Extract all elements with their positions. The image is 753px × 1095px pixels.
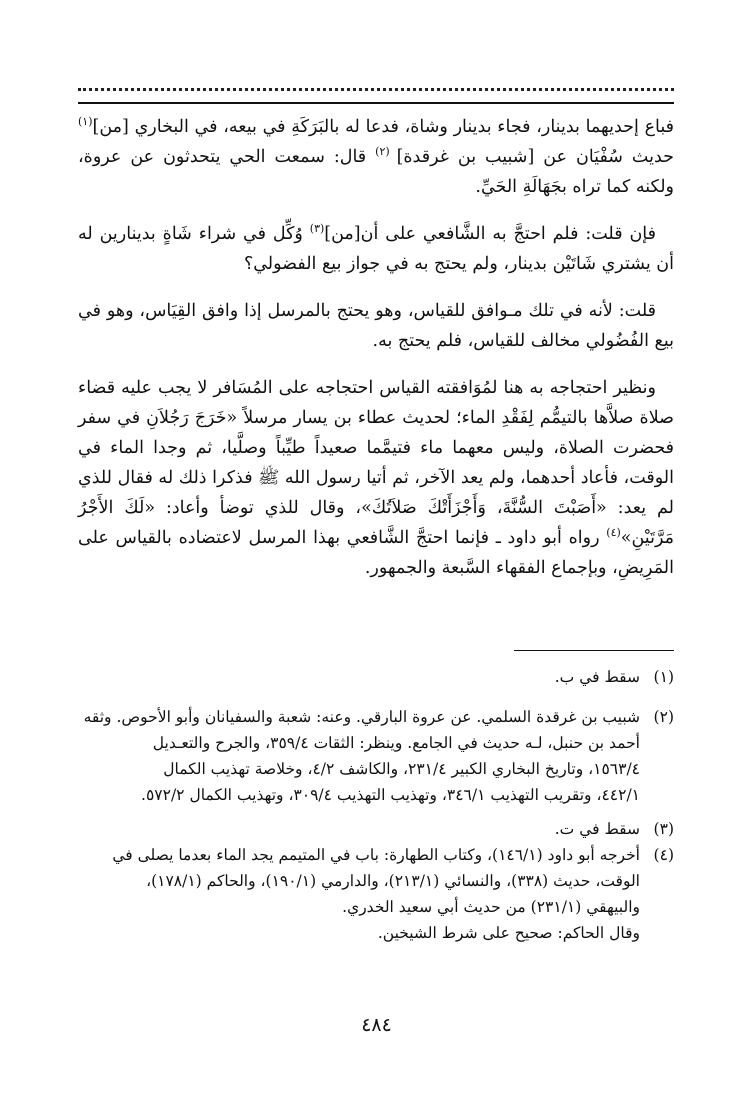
footnote-2 <box>78 704 674 808</box>
paragraph-1-part-b: حديث سُفْيَان عن [شبيب بن غرقدة] <box>396 147 674 167</box>
paragraph-4-part-a: ونظير احتجاجه به هنا لمُوَافقته القياس احتجاجه على المُسَافر لا يجب عليه قضاء صلاة صلاَّها بالتيمُّم لِفَقْدِ الماء؛ لحديث عطاء بن يسار مرسلاً «خَرَجَ رَجُلاَنِ في سفر فحضرت الصلاة، وليس معهما ماء فتيمَّما صعيداً طيِّباً وصلَّيا، ثم وجدا الماء في الوقت، فأعاد أحدهما، ولم يعد الآخر، ثم أتيا رسول الله ﷺ فذكرا ذلك له فقال للذي لم يعد: «أَصَبْتَ السُّنَّةَ، وَأَجْزَأَتْكَ صَلاَتُكَ»، وقال للذي توضأ وأعاد: «لَكَ الأَجْرُ مَرَّتَيْنِ» <box>78 378 674 548</box>
footnote-line: ٤٤٢/١، وتقريب التهذيب ٣٤٦/١، وتهذيب التهذيب ٣٠٩/٤، وتهذيب الكمال ٥٧٢/٢. <box>141 786 640 804</box>
footnote-line: سقط في ب. <box>554 668 640 686</box>
header-rule <box>78 102 674 104</box>
footnote-line: أحمد بن حنبل، لـه حديث في الجامع. وينظر: الثقات ٣٥٩/٤، والجرح والتعـديل <box>152 734 640 752</box>
footnote-3 <box>78 816 674 842</box>
footnote-1 <box>78 664 674 690</box>
footnote-text <box>78 816 640 842</box>
footnote-ref-4[interactable]: (٤) <box>606 526 621 540</box>
paragraph-4-part-b: رواه أبو داود ـ فإنما احتجَّ الشَّافعي بهذا المرسل لاعتضاده بالقياس على المَرِيضِ، وبإجماع الفقهاء السَّبعة والجمهور. <box>78 528 674 578</box>
footnote-text <box>78 704 640 808</box>
footnote-line: أخرجه أبو داود (١٤٦/١)، وكتاب الطهارة: باب في المتيمم يجد الماء بعدما يصلى في <box>112 846 640 864</box>
header-dotted-line <box>78 78 674 91</box>
footnote-number: (٢) <box>653 708 674 726</box>
paragraph-1-part-a: فباع إحديهما بدينار، فجاء بدينار وشاة، فدعا له بالبَرَكَةِ في بيعه، في البخاري [من] <box>92 117 674 137</box>
footnote-ref-3[interactable]: (٣) <box>309 222 325 236</box>
footnote-number: (٤) <box>653 846 674 864</box>
footnote-number: (١) <box>653 668 674 686</box>
paragraph-2 <box>78 219 674 279</box>
footnote-line: سقط في ت. <box>554 820 640 838</box>
paragraph-2-part-b: وُكِّل في شراء شَاةٍ بدينارين له أن يشتري شَاتَيْن بدينار، ولم يحتج به في جواز بيع الفضولي؟ <box>78 224 674 274</box>
footnote-number: (٣) <box>653 820 674 838</box>
footnote-separator <box>514 650 674 651</box>
paragraph-3 <box>78 296 674 356</box>
paragraph-1-part-c: قال: سمعت الحي يتحدثون عن عروة، ولكنه كما تراه بجَهَالَةِ الحَيِّ. <box>78 147 674 197</box>
footnote-ref-1[interactable]: (١) <box>78 115 93 129</box>
paragraph-4 <box>78 373 674 583</box>
footnote-line: وقال الحاكم: صحيح على شرط الشيخين. <box>377 924 640 942</box>
footnote-line: والبيهقي (٢٣١/١) من حديث أبي سعيد الخدري. <box>342 898 640 916</box>
footnote-ref-2[interactable]: (٢) <box>375 145 397 159</box>
footnote-line: الوقت، حديث (٣٣٨)، والنسائي (٢١٣/١)، والدارمي (١٩٠/١)، والحاكم (١٧٨/١)، <box>146 872 640 890</box>
footnote-text <box>78 842 640 946</box>
paragraph-3-text: قلت: لأنه في تلك مـوافق للقياس، وهو يحتج بالمرسل إذا وافق القِيَاس، وهو في بيع الفُضُولي مخالف للقياس، فلم يحتج به. <box>78 301 674 351</box>
paragraph-2-part-a: فإن قلت: فلم احتجَّ به الشَّافعي على أن[من] <box>324 224 656 244</box>
paragraph-1 <box>78 112 674 202</box>
main-text <box>78 112 674 600</box>
footnotes <box>78 664 674 954</box>
footnote-line: شبيب بن غرقدة السلمي. عن عروة البارقي. وعنه: شعبة والسفيانان وأبو الأحوص. وثقه <box>83 708 640 726</box>
footnote-text <box>78 664 640 690</box>
footnote-line: ١٥٦٣/٤، وتاريخ البخاري الكبير ٢٣١/٤، والكاشف ٤/٢، وخلاصة تهذيب الكمال <box>163 760 640 778</box>
footnote-4 <box>78 842 674 946</box>
page-number: ٤٨٤ <box>361 1014 392 1036</box>
